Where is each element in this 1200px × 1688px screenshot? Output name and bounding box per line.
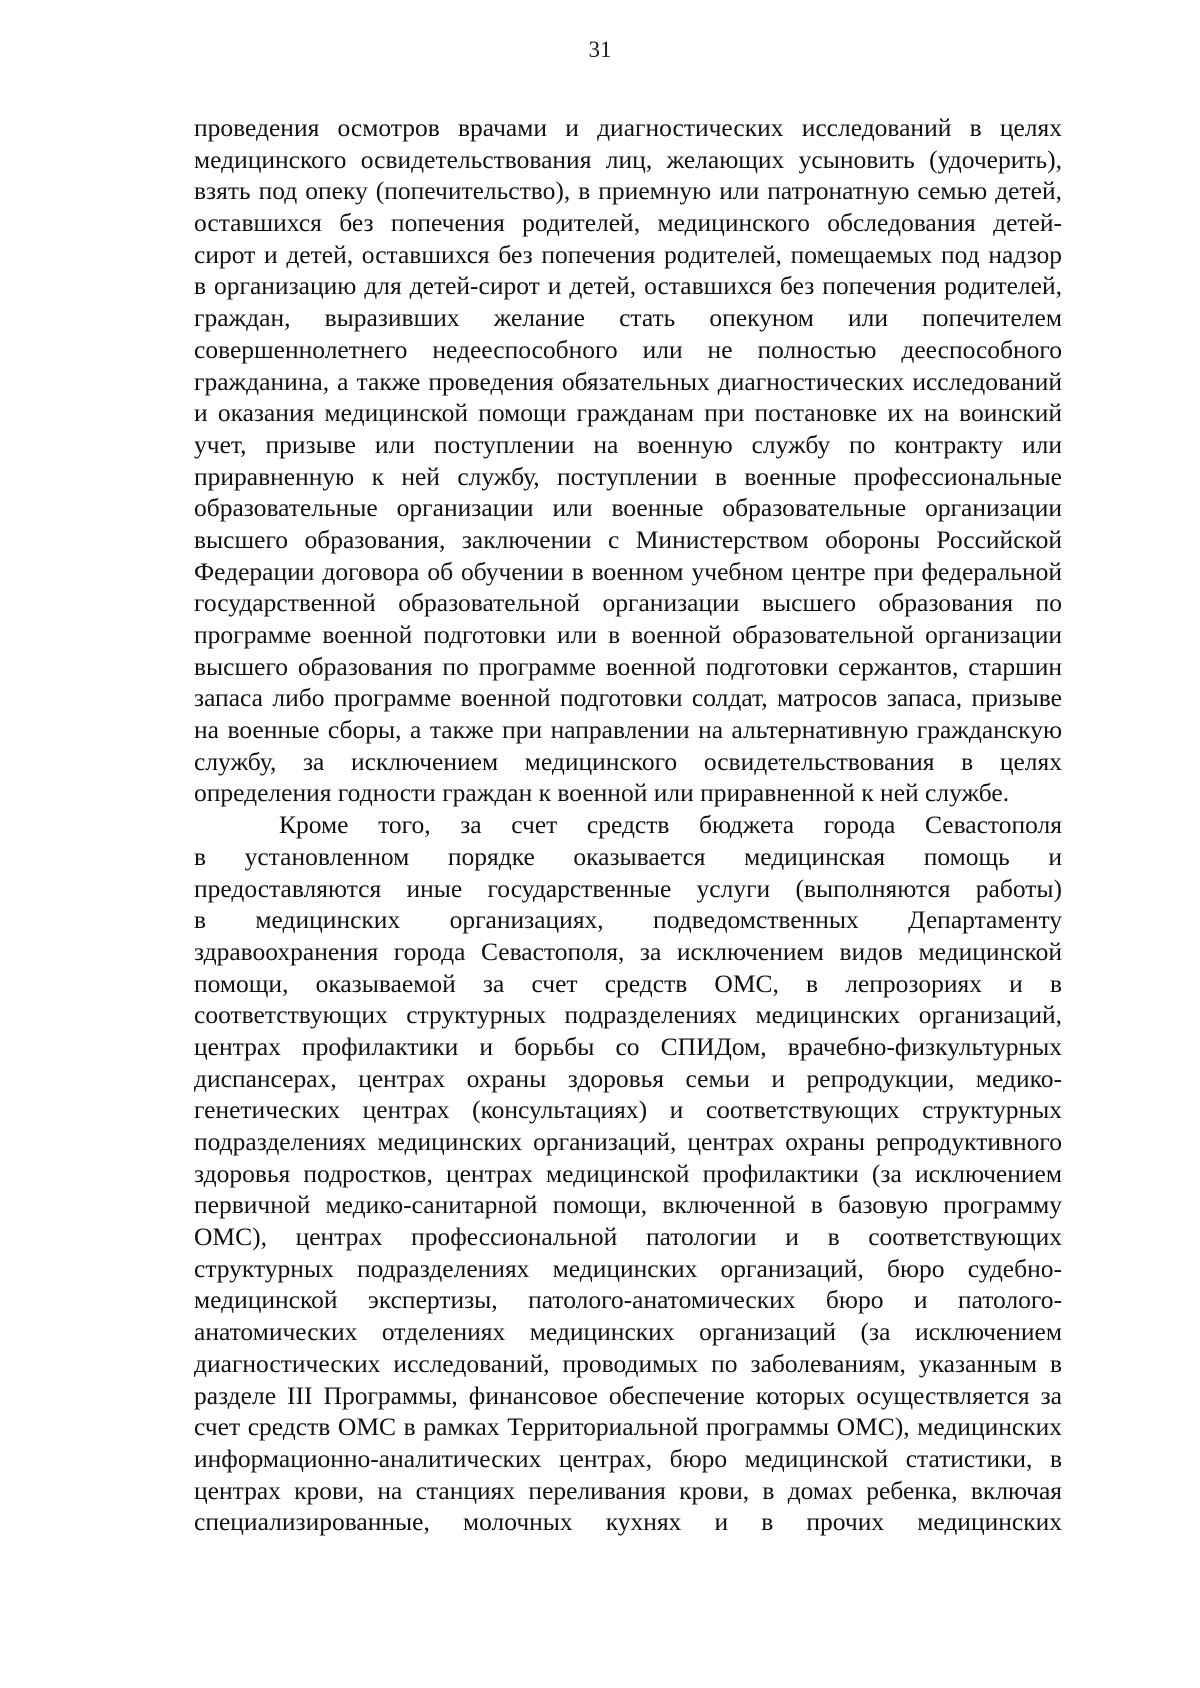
text-line: структурных подразделениях медицинских организаций, бюро судебно- [194,1253,1062,1283]
paragraph-2 [194,809,1062,1538]
text-line: службу, за исключением медицинского освидетельствования в целях [194,746,1062,776]
page-number: 31 [588,37,612,62]
text-line: помощи, оказываемой за счет средств ОМС, в лепрозориях и в [194,968,1062,998]
text-line: в установленном порядке оказывается медицинская помощь и [194,841,1062,871]
text-line: первичной медико-санитарной помощи, включенной в базовую программу [194,1190,1062,1220]
text-line: медицинской экспертизы, патолого-анатомических бюро и патолого- [194,1285,1062,1315]
text-line: проведения осмотров врачами и диагностических исследований в целях [194,113,1062,142]
text-line: высшего образования по программе военной подготовки сержантов, старшин [194,651,1062,681]
text-line: оставшихся без попечения родителей, медицинского обследования детей- [194,208,1062,238]
text-line: в медицинских организациях, подведомственных Департаменту [194,905,1062,935]
text-line: граждан, выразивших желание стать опекуном или попечителем [194,303,1062,333]
text-line: центрах крови, на станциях переливания крови, в домах ребенка, включая [194,1475,1062,1505]
text-line: Кроме того, за счет средств бюджета города Севастополя [279,810,1062,840]
text-line: взять под опеку (попечительство), в приемную или патронатную семью детей, [194,176,1062,206]
body-text [194,112,1062,1538]
text-line: предоставляются иные государственные услуги (выполняются работы) [194,873,1062,903]
text-line: запаса либо программе военной подготовки солдат, матросов запаса, призыве [194,683,1062,713]
text-line: и оказания медицинской помощи гражданам при постановке их на воинский [194,398,1062,428]
text-line: приравненную к ней службу, поступлении в военные профессиональные [194,461,1062,491]
text-line: анатомических отделениях медицинских организаций (за исключением [194,1317,1062,1347]
text-line: здоровья подростков, центрах медицинской профилактики (за исключением [194,1158,1062,1188]
text-line: специализированные, молочных кухнях и в прочих медицинских [194,1507,1062,1537]
text-line: ОМС), центрах профессиональной патологии и в соответствующих [194,1222,1062,1252]
text-line: сирот и детей, оставшихся без попечения родителей, помещаемых под надзор [194,239,1062,269]
text-line: счет средств ОМС в рамках Территориальной программы ОМС), медицинских [194,1412,1062,1442]
text-line: разделе III Программы, финансовое обеспечение которых осуществляется за [194,1380,1062,1410]
text-line: высшего образования, заключении с Министерством обороны Российской [194,524,1062,554]
paragraph-1 [194,112,1062,809]
text-line: программе военной подготовки или в военной образовательной организации [194,620,1062,649]
text-line: учет, призыве или поступлении на военную службу по контракту или [194,429,1062,459]
text-line: Федерации договора об обучении в военном учебном центре при федеральной [194,556,1062,586]
text-line: гражданина, а также проведения обязательных диагностических исследований [194,366,1062,396]
text-line: государственной образовательной организации высшего образования по [194,588,1062,618]
text-line: образовательные организации или военные образовательные организации [194,493,1062,523]
text-line: соответствующих структурных подразделениях медицинских организаций, [194,1000,1062,1030]
text-line: совершеннолетнего недееспособного или не полностью дееспособного [194,334,1062,364]
text-line: на военные сборы, а также при направлении на альтернативную гражданскую [194,715,1062,745]
text-line: диагностических исследований, проводимых по заболеваниям, указанным в [194,1348,1062,1378]
text-line: медицинского освидетельствования лиц, желающих усыновить (удочерить), [194,144,1062,174]
text-line: здравоохранения города Севастополя, за исключением видов медицинской [194,936,1062,966]
text-line: в организацию для детей-сирот и детей, оставшихся без попечения родителей, [194,271,1062,301]
text-line: генетических центрах (консультациях) и соответствующих структурных [194,1095,1062,1125]
text-line: диспансерах, центрах охраны здоровья семьи и репродукции, медико- [194,1063,1062,1093]
text-line: подразделениях медицинских организаций, центрах охраны репродуктивного [194,1127,1062,1156]
text-line: определения годности граждан к военной или приравненной к ней службе. [194,778,1010,808]
text-line: информационно-аналитических центрах, бюро медицинской статистики, в [194,1443,1062,1473]
text-line: центрах профилактики и борьбы со СПИДом, врачебно-физкультурных [194,1031,1062,1061]
